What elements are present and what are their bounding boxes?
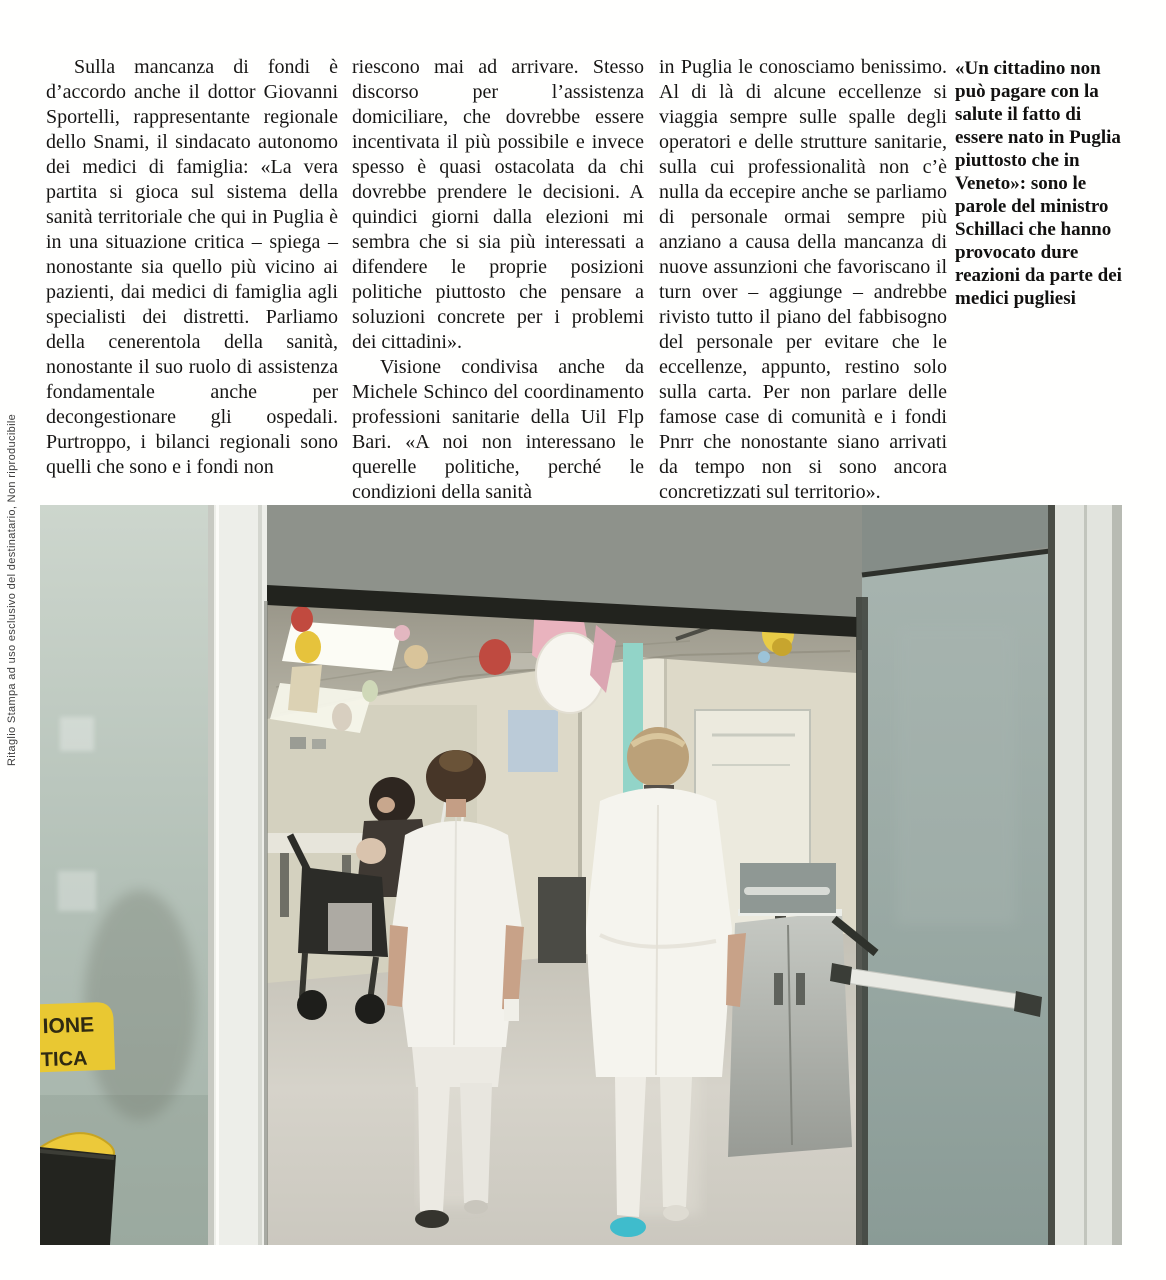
stroller-wheel: [297, 990, 327, 1020]
frame-line: [208, 505, 214, 1245]
frame-line: [258, 505, 262, 1245]
side-note-vertical: Ritaglio Stampa ad uso esclusivo del destinatario, Non riproducibile: [6, 413, 18, 766]
pull-quote: «Un cittadino non può pagare con la salute il fatto di essere nato in Puglia piuttosto che in Veneto»: sono le parole del ministro Schillaci che hanno provocato dure reazioni da parte dei medici pugliesi: [955, 58, 1122, 309]
photo-illustration: [40, 505, 1122, 1245]
nurse-left-hips: [412, 1047, 502, 1087]
blue-decoration: [758, 651, 770, 663]
door-sheen: [896, 625, 1016, 925]
frame-highlight: [216, 505, 219, 1245]
doorway-interior: [267, 575, 867, 1245]
pale-decoration: [362, 680, 378, 702]
pale-decoration: [332, 703, 352, 731]
baby: [356, 838, 386, 864]
article-paragraph: Visione condivisa anche da Michele Schinco del coordinamento professioni sanitarie della Uil Flp Bari. «A noi non interessano le querelle politiche, perché le condizioni della sanità: [352, 356, 644, 503]
stroller-frame: [302, 953, 305, 997]
red-lantern: [479, 639, 511, 675]
hospital-ward-photo: [40, 505, 1122, 1245]
cart-slot: [796, 973, 805, 1005]
nurse-right-shoe: [663, 1205, 689, 1221]
glass-reflection-mark: [58, 871, 96, 911]
nurse-left-shoe: [464, 1200, 488, 1214]
nurse-left-scrub-top: [392, 821, 522, 1047]
hair-bun: [439, 750, 473, 772]
jamb-shadow: [264, 601, 268, 1245]
nurse-right-coat: [586, 788, 732, 1077]
nurse-left-shoe: [415, 1210, 449, 1228]
right-door: [830, 551, 1050, 1245]
steel-cart: [728, 863, 852, 1157]
article-paragraph: riescono mai ad arrivare. Stesso discorso per l’assistenza domiciliare, che dovrebbe essere incentivata il più possibile e invece spesso è quasi ostacolata da chi dovrebbe prendere le decisioni. A quindici giorni dalla elezioni mi sembra che si sia più interessati a difendere le proprie posizioni politiche piuttosto che pensare a soluzioni concrete per i problemi dei cittadini».: [352, 56, 644, 353]
waste-bin: [40, 1147, 116, 1245]
bed-leg: [280, 853, 289, 917]
paper-in-hand: [504, 999, 519, 1021]
wall-sign-small: [290, 737, 306, 749]
sign-text-line1: IONE: [42, 1013, 95, 1039]
stroller-blanket: [328, 903, 372, 951]
glass-reflection-mark: [60, 717, 94, 751]
hospital-bed: [267, 833, 371, 853]
nurse-left-neck: [446, 799, 466, 817]
frame-outer-edge: [1112, 505, 1122, 1245]
stroller-wheel: [355, 994, 385, 1024]
nurse-left-leg: [460, 1083, 492, 1203]
cart-slot: [774, 973, 783, 1005]
teal-clog: [610, 1217, 646, 1237]
frame-edge-line: [1048, 505, 1055, 1245]
warning-sign: [40, 1002, 115, 1073]
teddy-decoration: [404, 645, 428, 669]
small-blue-poster: [508, 710, 558, 772]
right-door-edge: [856, 597, 868, 1245]
article-column-2: [352, 55, 644, 505]
left-glass-door: [40, 505, 208, 1245]
cart-handle: [744, 887, 830, 895]
sign-text-line2: TICA: [40, 1047, 88, 1072]
yellow-toy-shadow: [772, 638, 792, 656]
pink-decoration: [394, 625, 410, 641]
article-column-1: [46, 55, 338, 480]
wall-sign-small: [312, 739, 326, 749]
frame-groove: [1084, 505, 1087, 1245]
waiting-chair: [538, 877, 586, 963]
cream-decoration: [288, 665, 322, 713]
red-decoration: [291, 606, 313, 632]
article-column-3: [659, 55, 947, 505]
parent-face: [377, 797, 395, 813]
article-paragraph: Sulla mancanza di fondi è d’accordo anche il dottor Giovanni Sportelli, rappresentante regionale dello Snami, il sindacato autonomo dei medici di famiglia: «La vera partita si gioca sul sistema della sanità territoriale che qui in Puglia è in una situazione critica – spiega – nonostante sia quello più vicino ai pazienti, dai medici di famiglia agli specialisti dei distretti. Parliamo della cenerentola della sanità, nonostante il suo ruolo di assistenza fondamentale anche per decongestionare gli ospedali. Purtroppo, i bilanci regionali sono quelli che sono e i fondi non: [46, 56, 338, 478]
article-paragraph: in Puglia le conosciamo benissimo. Al di là di alcune eccellenze si viaggia sempre sulle spalle degli operatori e delle strutture sanitarie, sulla cui professionalità non c’è nulla da eccepire anche se parliamo di personale ormai sempre più anziano a causa della mancanza di nuove assunzioni che favoriscano il turn over – aggiunge – andrebbe rivisto tutto il piano del fabbisogno del personale per evitare che le eccellenze, appunto, restino solo sulla carta. Per non parlare delle famose case di comunità e i fondi Pnrr che nonostante siano arrivati da tempo non si sono ancora concretizzati sul territorio».: [659, 56, 947, 503]
center-door-frame: [208, 505, 268, 1245]
yellow-bird-decoration: [295, 631, 321, 663]
